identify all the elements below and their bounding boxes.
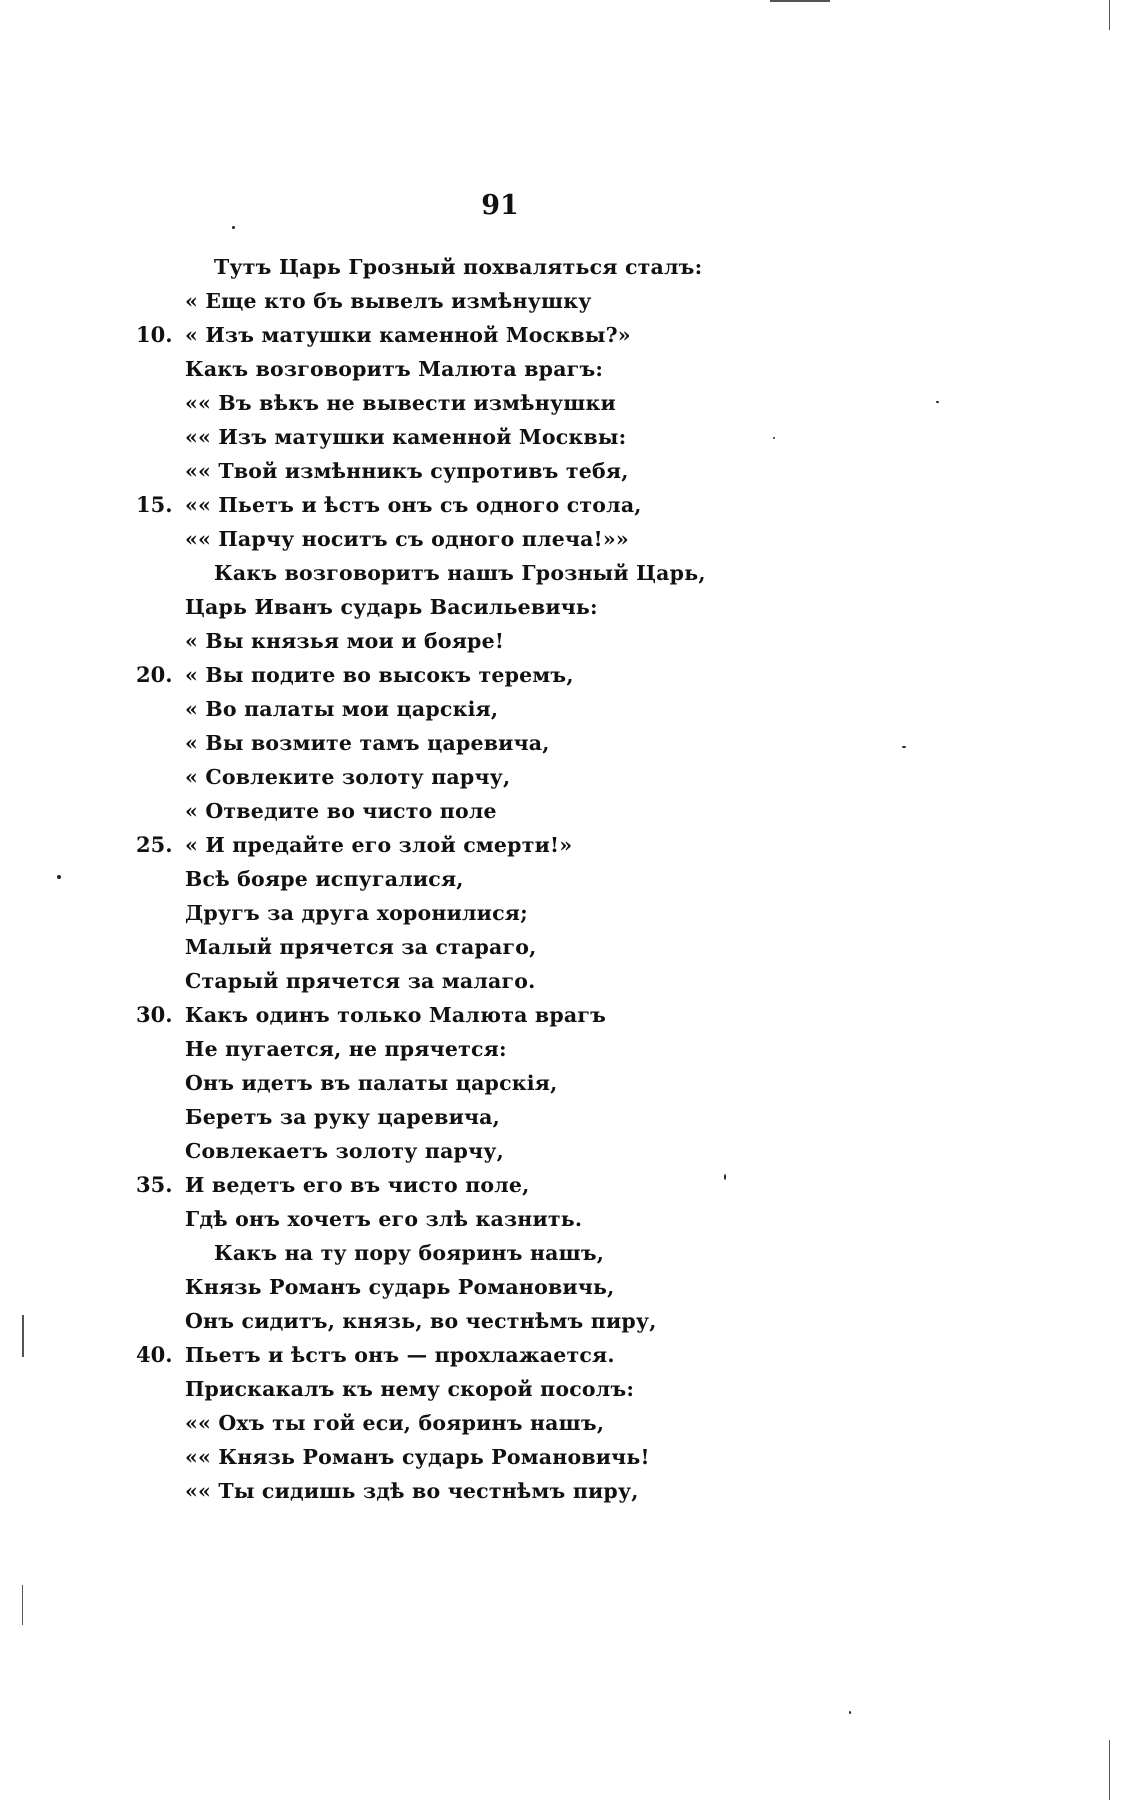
line-number: 20. <box>136 662 173 687</box>
line-number: 30. <box>136 1002 173 1027</box>
verse-text: « Вы князья мои и бояре! <box>185 629 505 653</box>
verse-line <box>0 930 1140 964</box>
verse-line <box>0 1338 1140 1372</box>
verse-line <box>0 1304 1140 1338</box>
verse-text: «« Твой измѣнникъ супротивъ тебя, <box>185 459 629 483</box>
verse-line <box>0 454 1140 488</box>
verse-line <box>0 658 1140 692</box>
verse-line <box>0 352 1140 386</box>
verse-line <box>0 692 1140 726</box>
verse-line <box>0 760 1140 794</box>
verse-line <box>0 794 1140 828</box>
verse-line <box>0 1202 1140 1236</box>
verse-text: « Во палаты мои царскія, <box>185 697 499 721</box>
verse-text: Другъ за друга хоронилися; <box>185 901 528 925</box>
verse-text: Гдѣ онъ хочетъ его злѣ казнить. <box>185 1207 583 1231</box>
verse-text: Тутъ Царь Грозный похваляться сталъ: <box>214 255 703 279</box>
verse-line <box>0 1168 1140 1202</box>
scan-speck <box>724 1174 726 1180</box>
scan-edge-mark <box>22 1315 24 1357</box>
verse-text: Князь Романъ сударь Романовичь, <box>185 1275 615 1299</box>
verse-line <box>0 1032 1140 1066</box>
verse-text: «« Въ вѣкъ не вывести измѣнушки <box>185 391 616 415</box>
verse-line <box>0 284 1140 318</box>
line-number: 15. <box>136 492 173 517</box>
verse-text: « Изъ матушки каменной Москвы?» <box>185 323 631 347</box>
verse-line <box>0 556 1140 590</box>
verse-line <box>0 1134 1140 1168</box>
scan-edge-mark <box>22 1585 23 1625</box>
verse-line <box>0 420 1140 454</box>
verse-line <box>0 896 1140 930</box>
verse-text: « Отведите во чисто поле <box>185 799 497 823</box>
verse-line <box>0 250 1140 284</box>
scan-speck <box>936 401 939 403</box>
verse-line <box>0 318 1140 352</box>
verse-line <box>0 1372 1140 1406</box>
verse-text: Царь Иванъ сударь Васильевичь: <box>185 595 598 619</box>
verse-line <box>0 590 1140 624</box>
line-number: 35. <box>136 1172 173 1197</box>
verse-text: Малый прячется за стараго, <box>185 935 537 959</box>
verse-line <box>0 964 1140 998</box>
verse-line <box>0 624 1140 658</box>
verse-line <box>0 862 1140 896</box>
line-number: 25. <box>136 832 173 857</box>
verse-line <box>0 1100 1140 1134</box>
verse-line <box>0 1406 1140 1440</box>
poem-text <box>0 250 1140 1508</box>
scan-speck <box>849 1711 851 1714</box>
verse-text: Не пугается, не прячется: <box>185 1037 507 1061</box>
verse-text: «« Парчу носитъ съ одного плеча!»» <box>185 527 629 551</box>
verse-text: « И предайте его злой смерти!» <box>185 833 573 857</box>
scan-speck <box>232 226 235 229</box>
verse-text: И ведетъ его въ чисто поле, <box>185 1173 530 1197</box>
verse-line <box>0 1440 1140 1474</box>
verse-line <box>0 998 1140 1032</box>
verse-line <box>0 1474 1140 1508</box>
verse-line <box>0 522 1140 556</box>
verse-text: «« Князь Романъ сударь Романовичь! <box>185 1445 650 1469</box>
verse-text: «« Изъ матушки каменной Москвы: <box>185 425 627 449</box>
verse-text: «« Охъ ты гой еси, бояринъ нашъ, <box>185 1411 605 1435</box>
verse-line <box>0 386 1140 420</box>
verse-text: Прискакалъ къ нему скорой посолъ: <box>185 1377 635 1401</box>
scan-edge-mark <box>770 0 830 2</box>
verse-text: Всѣ бояре испугалися, <box>185 867 464 891</box>
line-number: 10. <box>136 322 173 347</box>
verse-text: Беретъ за руку царевича, <box>185 1105 501 1129</box>
verse-text: « Совлеките золоту парчу, <box>185 765 511 789</box>
scan-edge-mark <box>1109 0 1110 30</box>
verse-text: Какъ возговоритъ Малюта врагъ: <box>185 357 604 381</box>
verse-line <box>0 488 1140 522</box>
verse-text: « Вы возмите тамъ царевича, <box>185 731 550 755</box>
verse-line <box>0 828 1140 862</box>
verse-line <box>0 1066 1140 1100</box>
verse-text: Какъ одинъ только Малюта врагъ <box>185 1003 607 1027</box>
verse-line <box>0 1270 1140 1304</box>
verse-text: «« Пьетъ и ѣстъ онъ съ одного стола, <box>185 493 642 517</box>
verse-text: Какъ на ту пору бояринъ нашъ, <box>214 1241 605 1265</box>
verse-line <box>0 726 1140 760</box>
verse-text: Пьетъ и ѣстъ онъ — прохлажается. <box>185 1343 615 1367</box>
verse-text: Онъ сидитъ, князь, во честнѣмъ пиру, <box>185 1309 657 1333</box>
verse-text: Старый прячется за малаго. <box>185 969 536 993</box>
verse-text: « Еще кто бъ вывелъ измѣнушку <box>185 289 592 313</box>
verse-text: Какъ возговоритъ нашъ Грозный Царь, <box>214 561 706 585</box>
scan-speck <box>57 875 61 879</box>
scan-speck <box>773 437 775 439</box>
verse-text: Онъ идетъ въ палаты царскія, <box>185 1071 558 1095</box>
page-number: 91 <box>481 190 519 221</box>
verse-line <box>0 1236 1140 1270</box>
verse-text: «« Ты сидишь здѣ во честнѣмъ пиру, <box>185 1479 639 1503</box>
scan-edge-mark <box>1109 1740 1110 1800</box>
verse-text: « Вы подите во высокъ теремъ, <box>185 663 574 687</box>
verse-text: Совлекаетъ золоту парчу, <box>185 1139 504 1163</box>
line-number: 40. <box>136 1342 173 1367</box>
scan-speck <box>902 746 906 748</box>
